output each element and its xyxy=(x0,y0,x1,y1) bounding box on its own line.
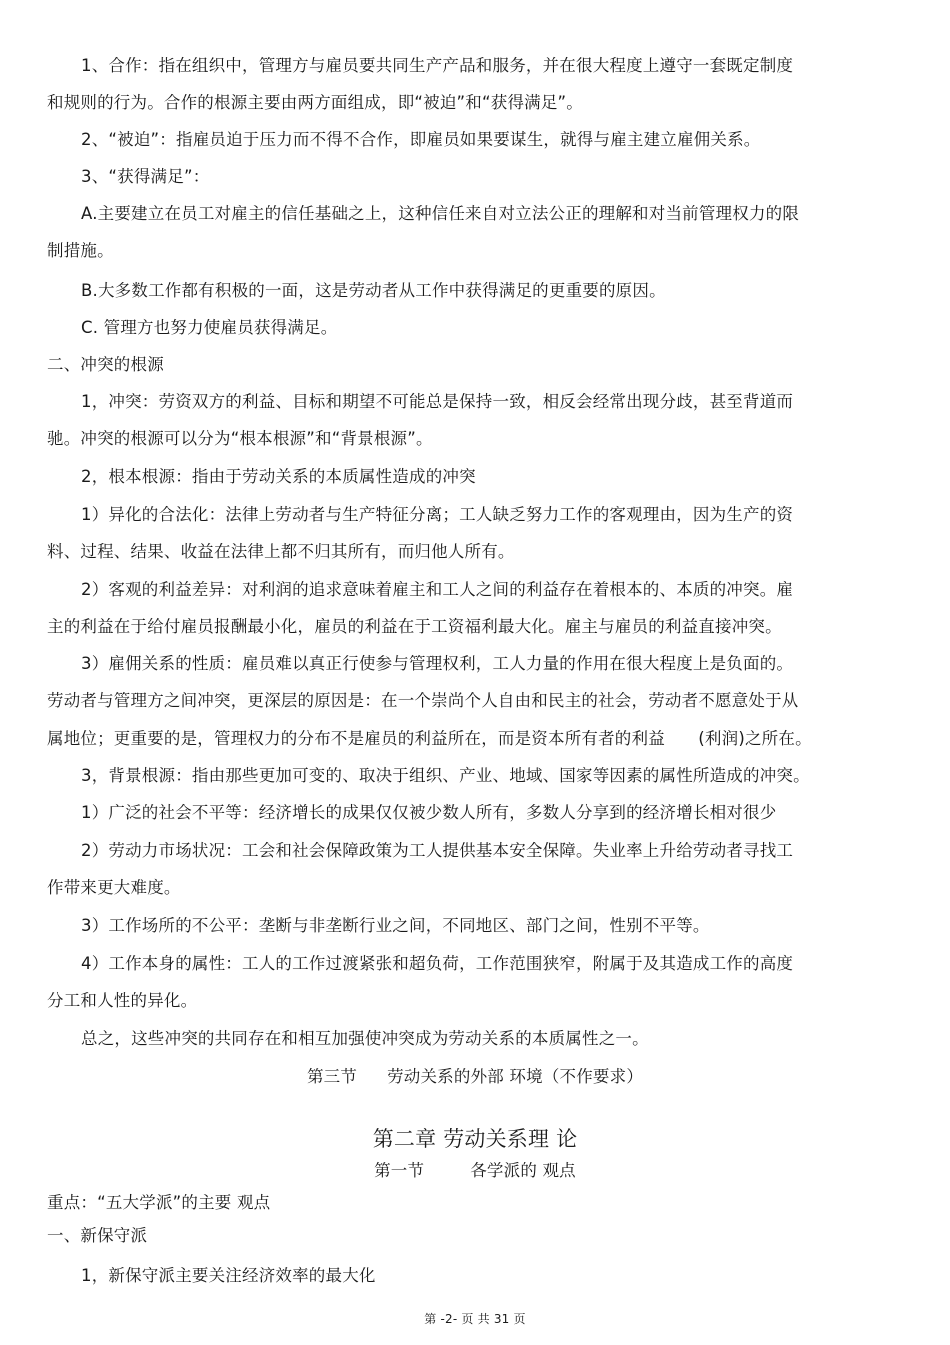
section-title xyxy=(0,1066,950,1088)
paragraph-line: 和规则的行为。合作的根源主要由两方面组成，即“被迫”和“获得满足”。 xyxy=(47,93,583,112)
paragraph-line: 作带来更大难度。 xyxy=(47,878,181,897)
paragraph-line: 3，背景根源：指由那些更加可变的、取决于组织、产业、地域、国家等因素的属性所造成的冲突。 xyxy=(81,766,810,785)
paragraph-line: 3、“获得满足”： xyxy=(81,167,210,186)
paragraph-line: 2）客观的利益差异：对利润的追求意味着雇主和工人之间的利益存在着根本的、本质的冲突。雇 xyxy=(81,580,794,599)
paragraph-line: 2，根本根源：指由于劳动关系的本质属性造成的冲突 xyxy=(81,467,476,486)
section-name: 各学派的 观点 xyxy=(470,1161,576,1180)
paragraph-line: 3）工作场所的不公平：垄断与非垄断行业之间，不同地区、部门之间，性别不平等。 xyxy=(81,916,710,935)
section-name: 劳动关系的外部 环境（不作要求） xyxy=(387,1067,644,1086)
paragraph-line: C. 管理方也努力使雇员获得满足。 xyxy=(81,318,338,337)
paragraph-line: 1，新保守派主要关注经济效率的最大化 xyxy=(81,1266,376,1285)
paragraph-line: 4）工作本身的属性：工人的工作过渡紧张和超负荷，工作范围狭窄，附属于及其造成工作的高度 xyxy=(81,954,794,973)
paragraph-line: 驰。冲突的根源可以分为“根本根源”和“背景根源”。 xyxy=(47,429,433,448)
paragraph-line: 1）广泛的社会不平等：经济增长的成果仅仅被少数人所有，多数人分享到的经济增长相对很少 xyxy=(81,803,777,822)
paragraph-line: 分工和人性的异化。 xyxy=(47,991,198,1010)
paragraph-line: A.主要建立在员工对雇主的信任基础之上，这种信任来自对立法公正的理解和对当前管理权力的限 xyxy=(81,204,800,223)
page-footer: 第 -2- 页 共 31 页 xyxy=(424,1312,526,1326)
paragraph-line: 总之，这些冲突的共同存在和相互加强使冲突成为劳动关系的本质属性之一。 xyxy=(81,1029,649,1048)
section-title xyxy=(0,1160,950,1182)
paragraph-line: 属地位；更重要的是，管理权力的分布不是雇员的利益所在，而是资本所有者的利益 (利润)之所在。 xyxy=(47,729,812,748)
paragraph-line: 3）雇佣关系的性质：雇员难以真正行使参与管理权利，工人力量的作用在很大程度上是负面的。 xyxy=(81,654,794,673)
paragraph-line: 1，冲突：劳资双方的利益、目标和期望不可能总是保持一致，相反会经常出现分歧，甚至背道而 xyxy=(81,392,794,411)
section-number: 第三节 xyxy=(306,1067,358,1086)
key-point: 重点：“五大学派”的主要 观点 xyxy=(47,1193,271,1212)
paragraph-line: 2）劳动力市场状况：工会和社会保障政策为工人提供基本安全保障。失业率上升给劳动者寻找工 xyxy=(81,841,794,860)
section-heading: 二、冲突的根源 xyxy=(47,355,164,374)
paragraph-line: 劳动者与管理方之间冲突，更深层的原因是：在一个崇尚个人自由和民主的社会，劳动者不愿意处于从 xyxy=(47,691,799,710)
paragraph-line: 料、过程、结果、收益在法律上都不归其所有，而归他人所有。 xyxy=(47,542,515,561)
paragraph-line: 主的利益在于给付雇员报酬最小化，雇员的利益在于工资福利最大化。雇主与雇员的利益直接冲突。 xyxy=(47,617,782,636)
chapter-title: 第二章 劳动关系理 论 xyxy=(372,1127,578,1151)
paragraph-line: 制措施。 xyxy=(47,241,114,260)
paragraph-line: 1、合作：指在组织中，管理方与雇员要共同生产产品和服务，并在很大程度上遵守一套既定制度 xyxy=(81,56,794,75)
paragraph-line: 1）异化的合法化：法律上劳动者与生产特征分离；工人缺乏努力工作的客观理由，因为生产的资 xyxy=(81,505,794,524)
section-heading: 一、新保守派 xyxy=(47,1226,148,1245)
paragraph-line: B.大多数工作都有积极的一面，这是劳动者从工作中获得满足的更重要的原因。 xyxy=(81,281,666,300)
paragraph-line: 2、“被迫”：指雇员迫于压力而不得不合作，即雇员如果要谋生，就得与雇主建立雇佣关系。 xyxy=(81,130,761,149)
section-number: 第一节 xyxy=(374,1161,425,1180)
